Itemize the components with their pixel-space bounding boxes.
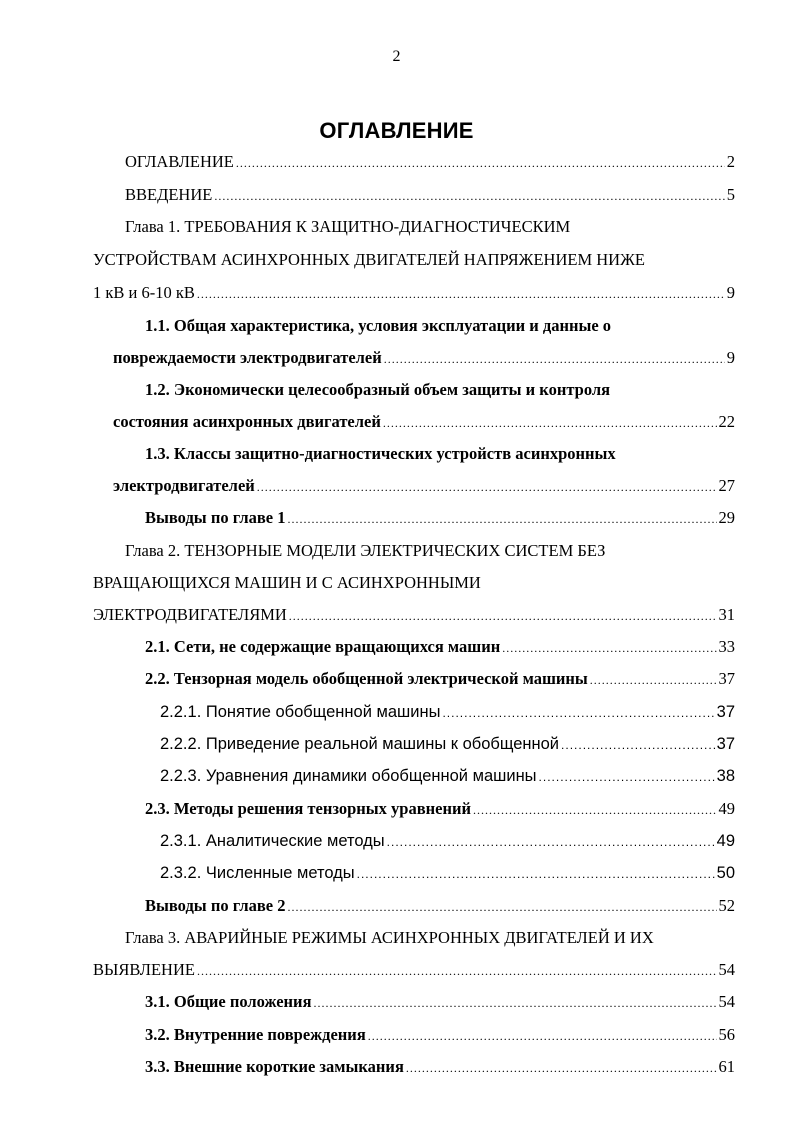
toc-conclusions-1[interactable]	[145, 506, 735, 530]
toc-entry-label: повреждаемости электродвигателей	[113, 348, 382, 367]
leader-dots	[287, 507, 716, 531]
leader-dots	[590, 668, 717, 692]
toc-entry-page: 49	[718, 799, 735, 818]
leader-dots	[257, 475, 717, 499]
leader-dots	[442, 701, 714, 725]
leader-dots	[539, 765, 715, 789]
leader-dots	[314, 991, 717, 1015]
toc-chapter-1-line-1[interactable]: Глава 1. ТРЕБОВАНИЯ К ЗАЩИТНО-ДИАГНОСТИЧЕСКИМ	[125, 217, 571, 236]
leader-dots	[473, 798, 717, 822]
toc-section-2-1[interactable]	[145, 635, 735, 659]
toc-entry-label: 2.2. Тензорная модель обобщенной электрической машины	[145, 669, 588, 688]
leader-dots	[368, 1024, 717, 1048]
leader-dots	[383, 411, 717, 435]
toc-entry-label: 2.3.2. Численные методы	[160, 864, 355, 882]
toc-entry-page: 61	[718, 1057, 735, 1076]
leader-dots	[406, 1056, 717, 1080]
toc-entry-introduction[interactable]	[125, 183, 735, 207]
toc-section-3-2[interactable]	[145, 1023, 735, 1047]
toc-entry-page: 52	[718, 896, 735, 915]
toc-chapter-2-line-1[interactable]: Глава 2. ТЕНЗОРНЫЕ МОДЕЛИ ЭЛЕКТРИЧЕСКИХ СИСТЕМ БЕЗ	[125, 541, 606, 560]
toc-conclusions-2[interactable]	[145, 894, 735, 918]
toc-chapter-1-line-2[interactable]: УСТРОЙСТВАМ АСИНХРОННЫХ ДВИГАТЕЛЕЙ НАПРЯЖЕНИЕМ НИЖЕ	[93, 250, 645, 269]
page-title: ОГЛАВЛЕНИЕ	[319, 118, 474, 143]
toc-entry-label: ЭЛЕКТРОДВИГАТЕЛЯМИ	[93, 605, 287, 624]
leader-dots	[197, 959, 717, 983]
leader-dots	[236, 151, 725, 175]
toc-entry-label: 2.2.2. Приведение реальной машины к обобщенной	[160, 735, 560, 753]
toc-section-3-3[interactable]	[145, 1055, 735, 1079]
toc-entry-page: 37	[716, 703, 735, 721]
toc-entry-label: Выводы по главе 1	[145, 508, 286, 527]
leader-dots	[561, 733, 715, 757]
toc-entry-label: электродвигателей	[113, 476, 255, 495]
toc-section-3-1[interactable]	[145, 990, 735, 1014]
toc-subsection-2-2-1[interactable]	[160, 700, 735, 724]
toc-entry-page: 9	[726, 348, 735, 367]
toc-subsection-2-2-2[interactable]	[160, 732, 735, 756]
toc-entry-label: Выводы по главе 2	[145, 896, 286, 915]
leader-dots	[214, 184, 724, 208]
toc-entry-page: 22	[718, 412, 735, 431]
leader-dots	[384, 347, 725, 371]
toc-entry-label: состояния асинхронных двигателей	[113, 412, 381, 431]
leader-dots	[197, 282, 725, 306]
toc-section-2-3[interactable]	[145, 797, 735, 821]
toc-entry-label: ВВЕДЕНИЕ	[125, 185, 213, 204]
toc-entry-page: 37	[716, 735, 735, 753]
toc-entry-label: ОГЛАВЛЕНИЕ	[125, 152, 234, 171]
toc-entry-page: 29	[718, 508, 735, 527]
toc-entry-label: 2.1. Сети, не содержащие вращающихся машин	[145, 637, 501, 656]
toc-entry-label: ВЫЯВЛЕНИЕ	[93, 960, 195, 979]
toc-subsection-2-3-1[interactable]	[160, 829, 735, 853]
toc-entry-page: 54	[718, 960, 735, 979]
toc-entry-label: 2.2.1. Понятие обобщенной машины	[160, 703, 441, 721]
toc-entry-page: 31	[718, 605, 735, 624]
toc-entry-label: 3.1. Общие положения	[145, 992, 312, 1011]
toc-entry-label: 2.2.3. Уравнения динамики обобщенной машины	[160, 767, 537, 785]
leader-dots	[502, 636, 716, 660]
toc-entry-page: 33	[718, 637, 735, 656]
toc-entry-page: 37	[718, 669, 735, 688]
page-number: 2	[392, 48, 401, 65]
toc-section-2-2[interactable]	[145, 667, 735, 691]
toc-entry-contents[interactable]	[125, 150, 735, 174]
leader-dots	[289, 604, 717, 628]
toc-entry-page: 56	[718, 1025, 735, 1044]
toc-chapter-3[interactable]	[93, 958, 735, 982]
toc-chapter-3-line-1[interactable]: Глава 3. АВАРИЙНЫЕ РЕЖИМЫ АСИНХРОННЫХ ДВИГАТЕЛЕЙ И ИХ	[125, 928, 654, 947]
toc-entry-page: 50	[716, 864, 735, 882]
toc-entry-label: 1 кВ и 6-10 кВ	[93, 283, 195, 302]
toc-section-1-2[interactable]	[113, 410, 735, 434]
toc-entry-page: 38	[716, 767, 735, 785]
toc-entry-label: 2.3. Методы решения тензорных уравнений	[145, 799, 471, 818]
toc-section-1-1-line-1[interactable]: 1.1. Общая характеристика, условия эксплуатации и данные о	[145, 316, 612, 335]
toc-section-1-3[interactable]	[113, 474, 735, 498]
leader-dots	[287, 895, 716, 919]
toc-entry-label: 3.3. Внешние короткие замыкания	[145, 1057, 404, 1076]
toc-entry-label: 3.2. Внутренние повреждения	[145, 1025, 366, 1044]
toc-entry-page: 9	[726, 283, 735, 302]
toc-entry-page: 2	[726, 152, 735, 171]
toc-chapter-2-line-2[interactable]: ВРАЩАЮЩИХСЯ МАШИН И С АСИНХРОННЫМИ	[93, 573, 481, 592]
toc-entry-page: 27	[718, 476, 735, 495]
toc-chapter-1[interactable]	[93, 281, 735, 305]
toc-section-1-1[interactable]	[113, 346, 735, 370]
toc-subsection-2-3-2[interactable]	[160, 861, 735, 885]
toc-entry-page: 54	[718, 992, 735, 1011]
toc-subsection-2-2-3[interactable]	[160, 764, 735, 788]
toc-entry-label: 2.3.1. Аналитические методы	[160, 832, 385, 850]
toc-entry-page: 5	[726, 185, 735, 204]
toc-entry-page: 49	[716, 832, 735, 850]
leader-dots	[387, 830, 715, 854]
leader-dots	[357, 862, 715, 886]
toc-section-1-3-line-1[interactable]: 1.3. Классы защитно-диагностических устройств асинхронных	[145, 444, 616, 463]
toc-chapter-2[interactable]	[93, 603, 735, 627]
toc-section-1-2-line-1[interactable]: 1.2. Экономически целесообразный объем защиты и контроля	[145, 380, 611, 399]
